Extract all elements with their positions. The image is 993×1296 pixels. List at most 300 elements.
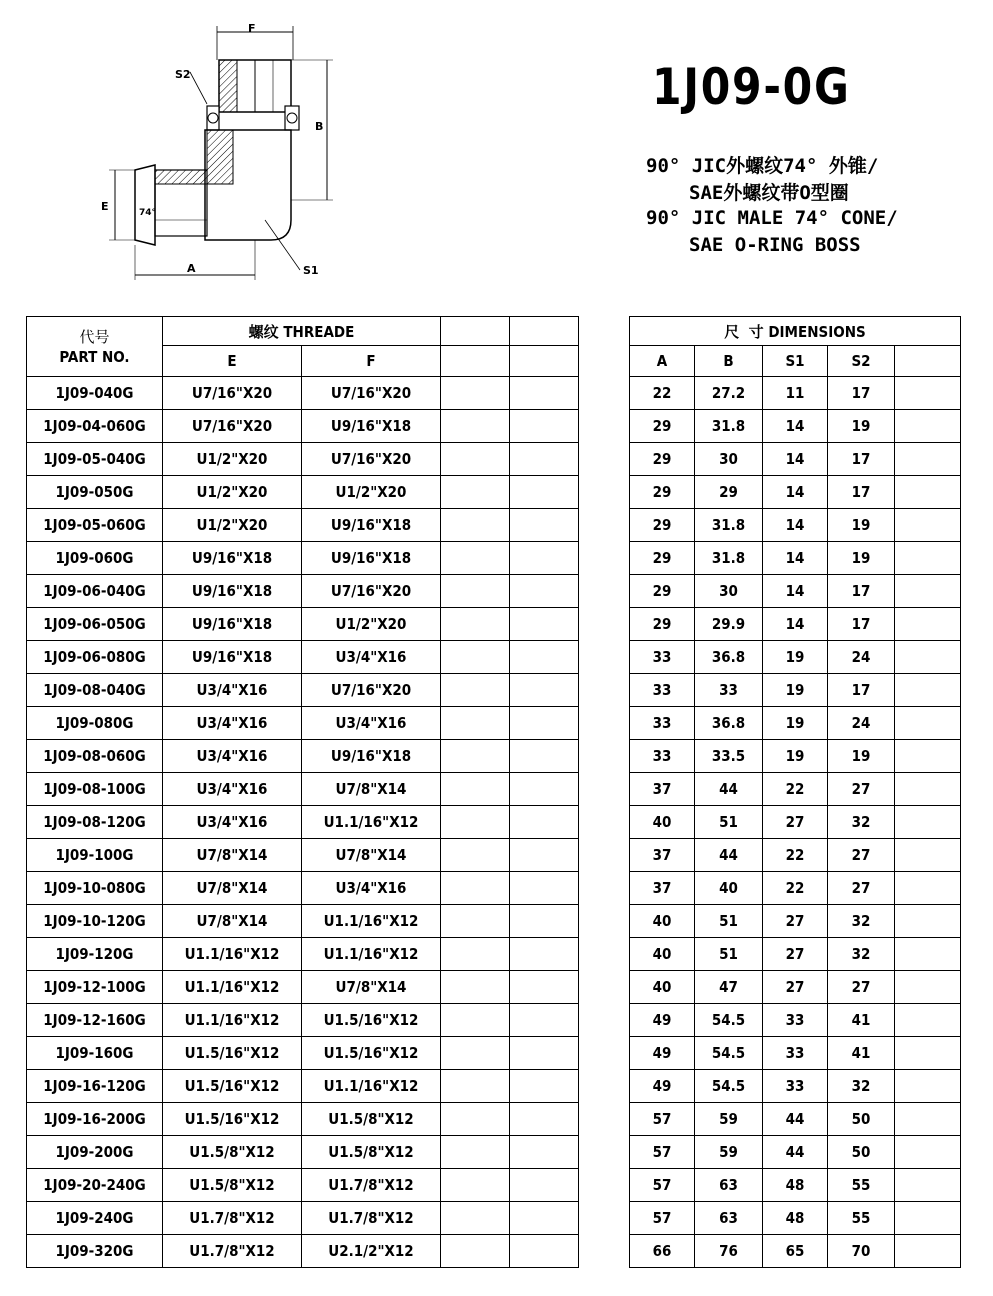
dim-b-cell: 63: [695, 1169, 763, 1202]
dim-s1-cell: 19: [763, 641, 828, 674]
dim-b-cell: 51: [695, 938, 763, 971]
dim-s2-cell: 50: [828, 1136, 895, 1169]
blank-cell: [510, 476, 579, 509]
dim-s1-cell: 14: [763, 509, 828, 542]
part-no-cell: 1J09-08-120G: [27, 806, 163, 839]
thread-f-cell: U7/16"X20: [302, 674, 441, 707]
description-cn-1: 90° JIC外螺纹74° 外锥/: [646, 155, 879, 177]
dim-a-cell: 40: [630, 971, 695, 1004]
thread-f-cell: U7/16"X20: [302, 575, 441, 608]
blank-cell: [510, 1037, 579, 1070]
dim-s2-cell: 41: [828, 1004, 895, 1037]
dim-b-cell: 51: [695, 905, 763, 938]
blank-cell: [895, 641, 961, 674]
blank-cell: [441, 707, 510, 740]
gap-cell: [579, 971, 630, 1004]
dim-s1-cell: 19: [763, 707, 828, 740]
blank-cell: [510, 806, 579, 839]
part-no-cell: 1J09-100G: [27, 839, 163, 872]
gap-cell: [579, 476, 630, 509]
blank-cell: [441, 1235, 510, 1268]
blank-cell: [510, 608, 579, 641]
thread-e-cell: U9/16"X18: [163, 542, 302, 575]
blank-cell: [510, 1070, 579, 1103]
blank-cell: [510, 773, 579, 806]
blank-cell: [510, 1004, 579, 1037]
table-row: [27, 377, 961, 410]
dim-s2-cell: 32: [828, 1070, 895, 1103]
blank-cell: [441, 674, 510, 707]
part-no-cell: 1J09-10-120G: [27, 905, 163, 938]
dim-s2-cell: 24: [828, 641, 895, 674]
dim-s1-cell: 27: [763, 806, 828, 839]
blank-cell: [441, 608, 510, 641]
blank-cell: [441, 476, 510, 509]
blank-cell: [510, 707, 579, 740]
dim-a-cell: 57: [630, 1136, 695, 1169]
thread-f-cell: U9/16"X18: [302, 542, 441, 575]
description-en-2: SAE O-RING BOSS: [689, 234, 861, 256]
gap-cell: [579, 1169, 630, 1202]
dim-b-cell: 47: [695, 971, 763, 1004]
dim-b-cell: 59: [695, 1103, 763, 1136]
table-row: [27, 1169, 961, 1202]
blank-cell: [895, 1103, 961, 1136]
dim-a-cell: 29: [630, 575, 695, 608]
dim-a-cell: 57: [630, 1103, 695, 1136]
gap-cell: [579, 608, 630, 641]
table-row: [27, 674, 961, 707]
blank-cell: [441, 443, 510, 476]
dim-a-cell: 33: [630, 674, 695, 707]
dim-s1-cell: 44: [763, 1103, 828, 1136]
thread-e-cell: U9/16"X18: [163, 575, 302, 608]
blank-cell: [510, 674, 579, 707]
blank-cell: [895, 839, 961, 872]
thread-e-cell: U3/4"X16: [163, 773, 302, 806]
col-a-header: A: [630, 346, 695, 377]
thread-f-cell: U3/4"X16: [302, 872, 441, 905]
table-row: [27, 641, 961, 674]
table-row: [27, 971, 961, 1004]
table-row: [27, 575, 961, 608]
thread-f-cell: U7/16"X20: [302, 377, 441, 410]
thread-f-cell: U9/16"X18: [302, 410, 441, 443]
gap-cell: [579, 641, 630, 674]
part-no-cell: 1J09-08-060G: [27, 740, 163, 773]
part-no-cell: 1J09-320G: [27, 1235, 163, 1268]
label-f: F: [248, 22, 256, 35]
dim-a-cell: 29: [630, 509, 695, 542]
blank-cell: [510, 575, 579, 608]
table-row: [27, 1235, 961, 1268]
table-row: [27, 872, 961, 905]
blank-cell: [510, 317, 579, 346]
thread-e-cell: U7/16"X20: [163, 377, 302, 410]
table-row: [27, 806, 961, 839]
blank-cell: [895, 773, 961, 806]
label-e: E: [101, 200, 109, 213]
gap-cell: [579, 938, 630, 971]
dim-b-cell: 63: [695, 1202, 763, 1235]
dim-b-cell: 40: [695, 872, 763, 905]
thread-f-cell: U9/16"X18: [302, 740, 441, 773]
thread-f-cell: U1.1/16"X12: [302, 1070, 441, 1103]
col-e-header: E: [163, 346, 302, 377]
thread-e-cell: U1.5/8"X12: [163, 1136, 302, 1169]
dim-s2-cell: 41: [828, 1037, 895, 1070]
table-row: [27, 1070, 961, 1103]
gap-cell: [579, 542, 630, 575]
dim-a-cell: 49: [630, 1004, 695, 1037]
blank-cell: [895, 476, 961, 509]
dim-s2-cell: 55: [828, 1202, 895, 1235]
dim-b-cell: 51: [695, 806, 763, 839]
thread-e-cell: U9/16"X18: [163, 608, 302, 641]
dim-a-cell: 40: [630, 905, 695, 938]
dim-b-cell: 29.9: [695, 608, 763, 641]
thread-e-cell: U1.5/16"X12: [163, 1070, 302, 1103]
table-row: [27, 1103, 961, 1136]
table-row: [27, 443, 961, 476]
dim-b-cell: 33: [695, 674, 763, 707]
dim-s2-cell: 27: [828, 971, 895, 1004]
blank-cell: [510, 1136, 579, 1169]
label-s1: S1: [303, 264, 319, 277]
thread-f-cell: U7/8"X14: [302, 773, 441, 806]
thread-e-cell: U7/8"X14: [163, 872, 302, 905]
dim-s2-cell: 17: [828, 575, 895, 608]
blank-cell: [441, 1004, 510, 1037]
table-row: [27, 1004, 961, 1037]
dim-s1-cell: 33: [763, 1070, 828, 1103]
dim-b-cell: 54.5: [695, 1004, 763, 1037]
part-no-cell: 1J09-16-200G: [27, 1103, 163, 1136]
part-no-header-cn: 代号: [79, 327, 110, 346]
thread-f-cell: U1.7/8"X12: [302, 1202, 441, 1235]
blank-cell: [441, 773, 510, 806]
part-no-cell: 1J09-12-100G: [27, 971, 163, 1004]
dim-s2-cell: 19: [828, 542, 895, 575]
part-no-cell: 1J09-20-240G: [27, 1169, 163, 1202]
dim-b-cell: 30: [695, 443, 763, 476]
dim-a-cell: 29: [630, 476, 695, 509]
blank-cell: [510, 377, 579, 410]
col-s1-header: S1: [763, 346, 828, 377]
table-row: [27, 740, 961, 773]
blank-cell: [441, 377, 510, 410]
dim-s2-cell: 32: [828, 806, 895, 839]
thread-f-cell: U2.1/2"X12: [302, 1235, 441, 1268]
dim-s1-cell: 19: [763, 740, 828, 773]
dim-b-cell: 31.8: [695, 410, 763, 443]
table-row: [27, 938, 961, 971]
blank-cell: [895, 971, 961, 1004]
table-row: [27, 905, 961, 938]
thread-f-cell: U7/8"X14: [302, 839, 441, 872]
dim-s1-cell: 14: [763, 410, 828, 443]
table-row: [27, 476, 961, 509]
thread-f-cell: U3/4"X16: [302, 707, 441, 740]
blank-cell: [510, 839, 579, 872]
thread-e-cell: U3/4"X16: [163, 674, 302, 707]
blank-cell: [510, 1103, 579, 1136]
blank-cell: [510, 509, 579, 542]
spec-table: [26, 316, 961, 1268]
dim-s1-cell: 27: [763, 905, 828, 938]
blank-cell: [441, 806, 510, 839]
blank-cell: [895, 509, 961, 542]
dim-a-cell: 40: [630, 806, 695, 839]
dim-s2-cell: 32: [828, 938, 895, 971]
thread-e-cell: U3/4"X16: [163, 740, 302, 773]
part-no-cell: 1J09-060G: [27, 542, 163, 575]
dim-b-cell: 36.8: [695, 707, 763, 740]
part-no-cell: 1J09-06-050G: [27, 608, 163, 641]
thread-e-cell: U7/8"X14: [163, 905, 302, 938]
thread-f-cell: U9/16"X18: [302, 509, 441, 542]
dim-s1-cell: 14: [763, 575, 828, 608]
dim-a-cell: 57: [630, 1169, 695, 1202]
blank-cell: [895, 575, 961, 608]
gap-cell: [579, 410, 630, 443]
part-no-cell: 1J09-16-120G: [27, 1070, 163, 1103]
dim-b-cell: 44: [695, 839, 763, 872]
thread-e-cell: U1.1/16"X12: [163, 971, 302, 1004]
dim-s2-cell: 19: [828, 740, 895, 773]
dim-s1-cell: 11: [763, 377, 828, 410]
blank-cell: [441, 872, 510, 905]
thread-e-cell: U3/4"X16: [163, 707, 302, 740]
thread-f-cell: U7/8"X14: [302, 971, 441, 1004]
dim-b-cell: 31.8: [695, 542, 763, 575]
part-no-cell: 1J09-040G: [27, 377, 163, 410]
blank-cell: [510, 1202, 579, 1235]
dim-s2-cell: 27: [828, 839, 895, 872]
blank-cell: [441, 1169, 510, 1202]
blank-cell: [895, 872, 961, 905]
blank-cell: [510, 641, 579, 674]
table-row: [27, 707, 961, 740]
gap-cell: [579, 806, 630, 839]
col-b-header: B: [695, 346, 763, 377]
dim-s2-cell: 17: [828, 443, 895, 476]
dim-s1-cell: 27: [763, 938, 828, 971]
gap-cell: [579, 443, 630, 476]
blank-cell: [579, 346, 630, 377]
dim-s1-cell: 14: [763, 608, 828, 641]
blank-cell: [895, 608, 961, 641]
dim-b-cell: 76: [695, 1235, 763, 1268]
part-no-cell: 1J09-080G: [27, 707, 163, 740]
blank-cell: [895, 377, 961, 410]
dim-b-cell: 30: [695, 575, 763, 608]
thread-e-cell: U1/2"X20: [163, 509, 302, 542]
dim-a-cell: 40: [630, 938, 695, 971]
thread-e-cell: U7/8"X14: [163, 839, 302, 872]
thread-e-cell: U1.7/8"X12: [163, 1202, 302, 1235]
thread-f-cell: U1.1/16"X12: [302, 806, 441, 839]
dim-a-cell: 37: [630, 839, 695, 872]
blank-cell: [895, 1070, 961, 1103]
dim-s1-cell: 19: [763, 674, 828, 707]
table-row: [27, 773, 961, 806]
table-row: [27, 839, 961, 872]
blank-cell: [895, 1004, 961, 1037]
blank-cell: [895, 674, 961, 707]
blank-cell: [441, 1070, 510, 1103]
thread-f-cell: U1/2"X20: [302, 608, 441, 641]
thread-f-cell: U3/4"X16: [302, 641, 441, 674]
dim-b-cell: 29: [695, 476, 763, 509]
blank-cell: [441, 641, 510, 674]
label-b: B: [315, 120, 324, 133]
dim-a-cell: 29: [630, 608, 695, 641]
blank-cell: [441, 509, 510, 542]
blank-cell: [510, 872, 579, 905]
blank-cell: [510, 443, 579, 476]
gap-cell: [579, 575, 630, 608]
blank-cell: [441, 971, 510, 1004]
part-no-cell: 1J09-10-080G: [27, 872, 163, 905]
gap-cell: [579, 509, 630, 542]
dim-s2-cell: 19: [828, 410, 895, 443]
part-no-cell: 1J09-240G: [27, 1202, 163, 1235]
dim-a-cell: 29: [630, 443, 695, 476]
gap-cell: [579, 377, 630, 410]
blank-cell: [441, 839, 510, 872]
thread-e-cell: U1.1/16"X12: [163, 1004, 302, 1037]
fitting-drawing: [95, 20, 355, 290]
blank-cell: [895, 1202, 961, 1235]
part-no-cell: 1J09-08-100G: [27, 773, 163, 806]
part-no-cell: 1J09-04-060G: [27, 410, 163, 443]
blank-cell: [441, 1037, 510, 1070]
blank-cell: [441, 542, 510, 575]
dim-b-cell: 36.8: [695, 641, 763, 674]
blank-cell: [895, 1037, 961, 1070]
part-no-cell: 1J09-120G: [27, 938, 163, 971]
dim-b-cell: 27.2: [695, 377, 763, 410]
blank-cell: [441, 740, 510, 773]
part-no-cell: 1J09-06-040G: [27, 575, 163, 608]
product-code: 1J09-0G: [652, 58, 851, 116]
dim-a-cell: 66: [630, 1235, 695, 1268]
dim-s2-cell: 17: [828, 476, 895, 509]
dim-a-cell: 49: [630, 1037, 695, 1070]
thread-f-cell: U1.5/16"X12: [302, 1037, 441, 1070]
dim-s1-cell: 22: [763, 839, 828, 872]
gap-cell: [579, 1103, 630, 1136]
blank-cell: [510, 740, 579, 773]
part-no-cell: 1J09-05-060G: [27, 509, 163, 542]
table-row: [27, 410, 961, 443]
thread-f-cell: U1.7/8"X12: [302, 1169, 441, 1202]
blank-cell: [510, 1169, 579, 1202]
dim-s2-cell: 24: [828, 707, 895, 740]
dim-a-cell: 29: [630, 410, 695, 443]
dim-a-cell: 29: [630, 542, 695, 575]
blank-cell: [895, 740, 961, 773]
thread-f-cell: U1.5/8"X12: [302, 1136, 441, 1169]
part-no-cell: 1J09-050G: [27, 476, 163, 509]
gap-cell: [579, 905, 630, 938]
thread-f-cell: U1.1/16"X12: [302, 938, 441, 971]
blank-cell: [441, 410, 510, 443]
gap-cell: [579, 1136, 630, 1169]
dim-a-cell: 33: [630, 707, 695, 740]
blank-cell: [441, 346, 510, 377]
dim-s1-cell: 65: [763, 1235, 828, 1268]
blank-cell: [895, 806, 961, 839]
dim-s2-cell: 17: [828, 608, 895, 641]
gap-cell: [579, 1235, 630, 1268]
dim-s1-cell: 22: [763, 773, 828, 806]
gap-cell: [579, 674, 630, 707]
dim-b-cell: 44: [695, 773, 763, 806]
thread-e-cell: U1.5/16"X12: [163, 1103, 302, 1136]
dim-b-cell: 59: [695, 1136, 763, 1169]
dim-s1-cell: 14: [763, 443, 828, 476]
blank-cell: [895, 1136, 961, 1169]
blank-cell: [441, 575, 510, 608]
thread-e-cell: U9/16"X18: [163, 641, 302, 674]
dim-a-cell: 33: [630, 740, 695, 773]
thread-f-cell: U1/2"X20: [302, 476, 441, 509]
blank-cell: [510, 971, 579, 1004]
table-row: [27, 542, 961, 575]
thread-e-cell: U1/2"X20: [163, 443, 302, 476]
description-cn-2: SAE外螺纹带O型圈: [689, 182, 849, 204]
dim-a-cell: 22: [630, 377, 695, 410]
gap-cell: [579, 773, 630, 806]
thread-e-cell: U1.1/16"X12: [163, 938, 302, 971]
dim-a-cell: 37: [630, 872, 695, 905]
thread-e-cell: U1/2"X20: [163, 476, 302, 509]
label-a: A: [187, 262, 196, 275]
dim-s2-cell: 27: [828, 773, 895, 806]
blank-cell: [895, 1235, 961, 1268]
thread-e-cell: U1.5/16"X12: [163, 1037, 302, 1070]
dim-b-cell: 31.8: [695, 509, 763, 542]
thread-e-cell: U1.7/8"X12: [163, 1235, 302, 1268]
dim-a-cell: 57: [630, 1202, 695, 1235]
blank-cell: [441, 317, 510, 346]
thread-f-cell: U7/16"X20: [302, 443, 441, 476]
table-row: [27, 1136, 961, 1169]
blank-cell: [510, 346, 579, 377]
dim-s2-cell: 70: [828, 1235, 895, 1268]
blank-cell: [510, 1235, 579, 1268]
dim-s2-cell: 27: [828, 872, 895, 905]
dim-a-cell: 49: [630, 1070, 695, 1103]
part-no-cell: 1J09-06-080G: [27, 641, 163, 674]
blank-cell: [895, 346, 961, 377]
thread-e-cell: U7/16"X20: [163, 410, 302, 443]
table-row: [27, 1037, 961, 1070]
dim-s1-cell: 48: [763, 1202, 828, 1235]
dim-s1-cell: 44: [763, 1136, 828, 1169]
gap-cell: [579, 872, 630, 905]
thread-f-cell: U1.5/8"X12: [302, 1103, 441, 1136]
blank-cell: [441, 938, 510, 971]
part-no-header: [27, 317, 163, 377]
dim-s1-cell: 48: [763, 1169, 828, 1202]
part-no-header-en: PART NO.: [59, 347, 130, 366]
gap-cell: [579, 1004, 630, 1037]
thread-e-cell: U1.5/8"X12: [163, 1169, 302, 1202]
table-row: [27, 608, 961, 641]
